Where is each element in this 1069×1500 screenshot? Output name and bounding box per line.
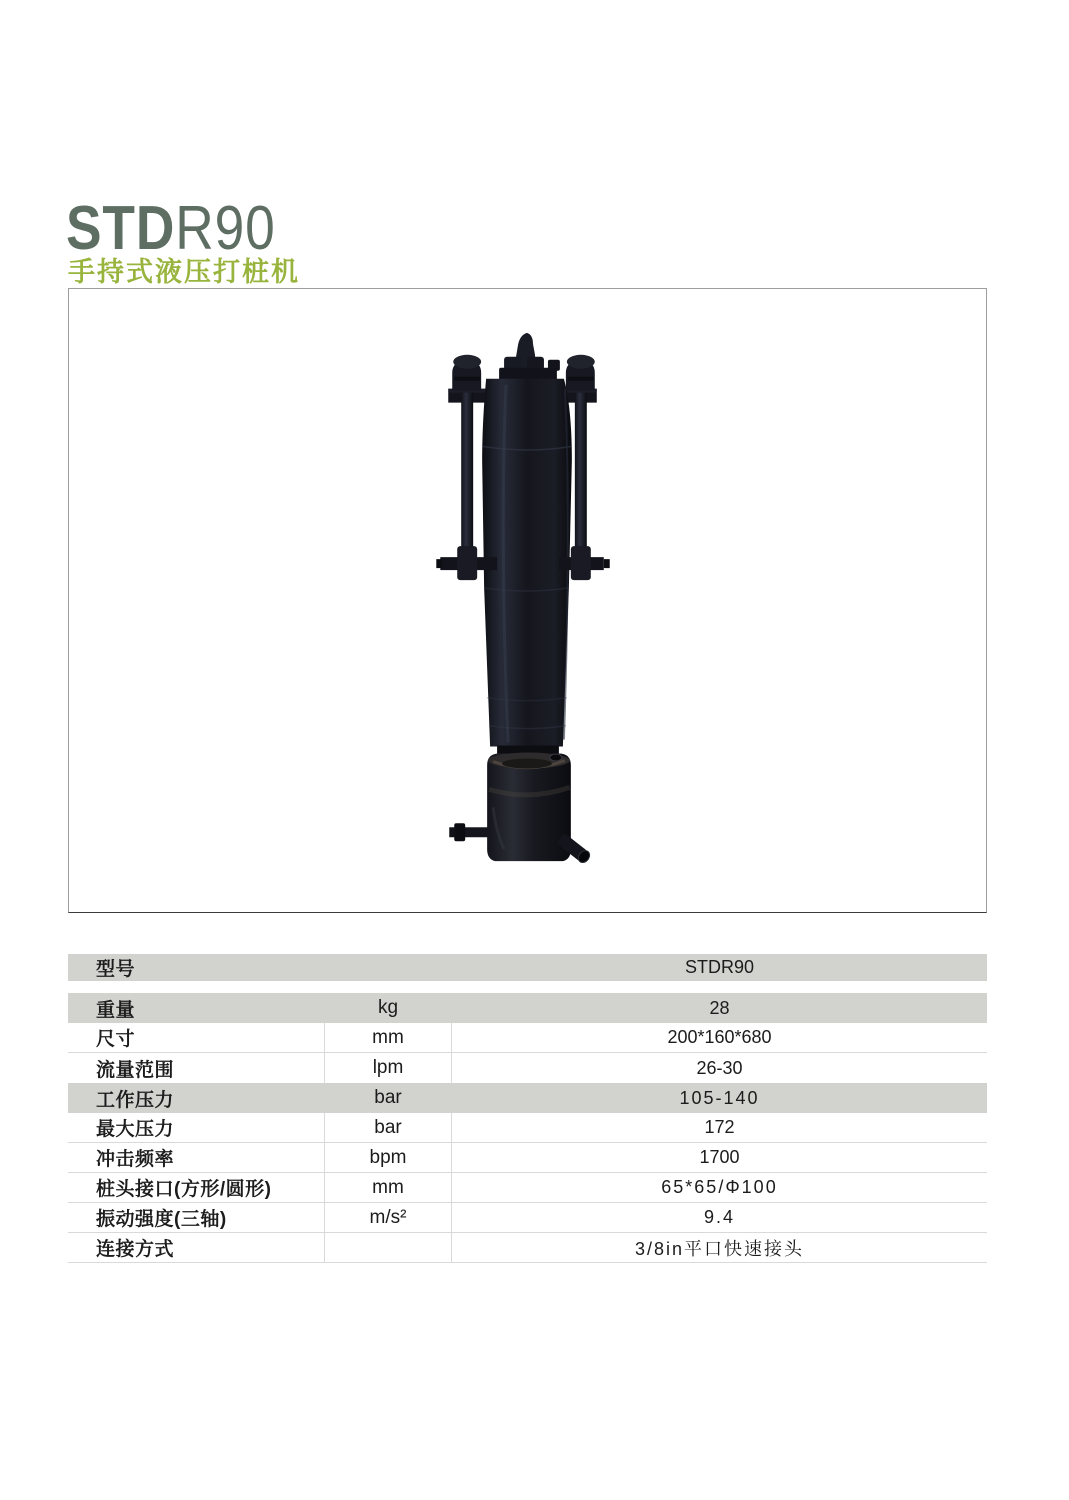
spec-label: 重量 [96,999,136,1021]
page-title [66,193,276,263]
spec-label: 工作压力 [96,1089,175,1111]
spec-value: 172 [704,1117,735,1137]
spec-value: 65*65/Φ100 [661,1177,778,1197]
spec-label: 桩头接口(方形/圆形) [96,1179,272,1200]
spec-unit [324,954,452,981]
spec-unit: kg [377,997,399,1018]
spec-label: 尺寸 [96,1029,136,1050]
spec-row-connection [68,1233,987,1263]
spec-unit: bar [374,1087,402,1108]
spec-row-model [68,954,987,981]
product-photo-pile-driver [69,289,986,912]
spec-row-dimensions [68,1023,987,1053]
spec-unit [324,1233,452,1262]
spec-label: 最大压力 [96,1119,175,1140]
spec-value: 1700 [699,1147,740,1167]
spec-unit: bar [324,1113,452,1142]
spec-row-flow-range [68,1053,987,1083]
spec-label: 振动强度(三轴) [96,1209,227,1230]
spec-table [68,954,987,1263]
spec-row-working-pressure [68,1083,987,1113]
spec-unit: lpm [324,1053,452,1083]
spec-row-impact-rate [68,1143,987,1173]
spec-label: 冲击频率 [96,1149,175,1170]
spec-value: 28 [709,997,730,1018]
spec-table-gap [68,981,987,993]
spec-label: 连接方式 [96,1239,175,1260]
spec-unit: m/s² [324,1203,452,1232]
spec-row-max-pressure [68,1113,987,1143]
spec-row-vibration [68,1203,987,1233]
page-title-model-rest: R90 [175,193,276,263]
spec-value: 3/8in平口快速接头 [634,1238,805,1259]
spec-value: 105-140 [679,1087,760,1108]
spec-value: 9.4 [703,1207,736,1227]
spec-label: 型号 [96,959,136,980]
spec-label: 流量范围 [96,1059,175,1081]
page-subtitle: 手持式液压打桩机 [68,257,300,288]
product-image-frame [68,288,987,913]
spec-value: 200*160*680 [667,1027,772,1047]
spec-unit: mm [324,1023,452,1052]
spec-unit: mm [324,1173,452,1202]
spec-row-pile-interface [68,1173,987,1203]
spec-value: STDR90 [684,957,755,977]
page-title-model-bold: STD [66,193,176,263]
spec-row-weight [68,993,987,1023]
spec-value: 26-30 [696,1057,743,1078]
spec-unit: bpm [324,1143,452,1172]
